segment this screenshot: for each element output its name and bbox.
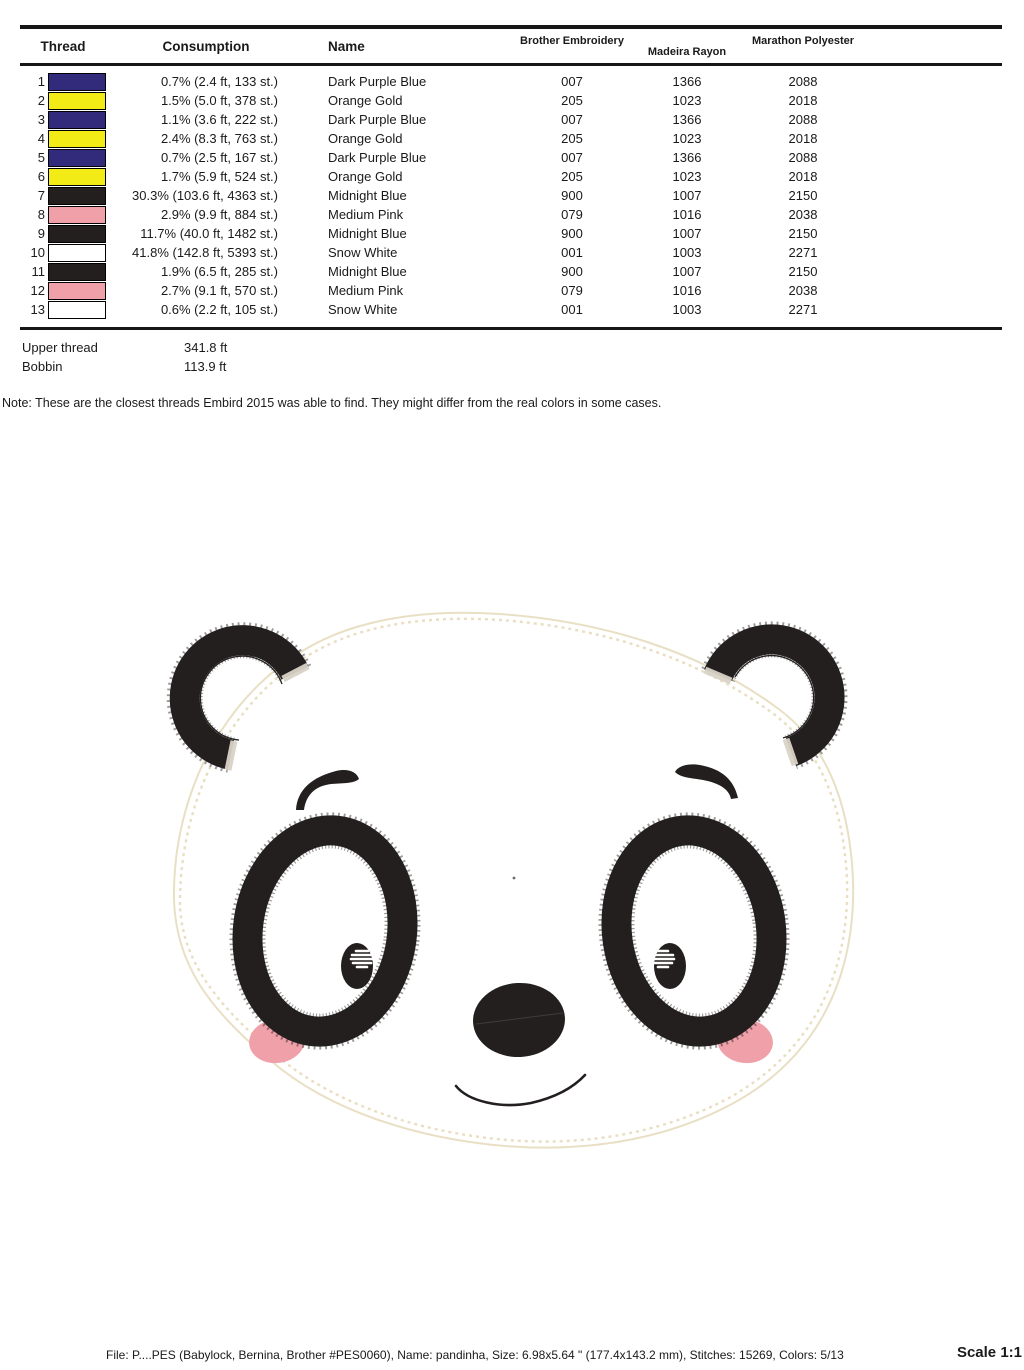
thread-number: 3 bbox=[37, 112, 45, 127]
consumption-value: 30.3% (103.6 ft, 4363 st.) bbox=[132, 188, 278, 203]
brother-code: 007 bbox=[561, 112, 583, 127]
marathon-code: 2150 bbox=[788, 226, 818, 241]
madeira-code: 1007 bbox=[672, 264, 702, 279]
marathon-code: 2150 bbox=[788, 264, 818, 279]
madeira-code: 1007 bbox=[672, 188, 702, 203]
marathon-code: 2150 bbox=[788, 188, 818, 203]
table-row bbox=[20, 281, 1002, 300]
marathon-code: 2038 bbox=[788, 207, 818, 222]
brother-code: 001 bbox=[561, 245, 583, 260]
madeira-code: 1023 bbox=[672, 93, 702, 108]
consumption-value: 41.8% (142.8 ft, 5393 st.) bbox=[132, 245, 278, 260]
left-ear-inner-line bbox=[200, 656, 282, 740]
thread-number: 5 bbox=[37, 150, 45, 165]
consumption-value: 2.9% (9.9 ft, 884 st.) bbox=[160, 207, 278, 222]
left-ear bbox=[185, 640, 308, 770]
thread-number: 10 bbox=[30, 245, 45, 260]
thread-swatch-cell bbox=[46, 92, 106, 110]
thread-number: 7 bbox=[37, 188, 45, 203]
marathon-code: 2038 bbox=[788, 283, 818, 298]
table-row bbox=[20, 224, 1002, 243]
thread-number: 6 bbox=[37, 169, 45, 184]
thread-table-body bbox=[20, 66, 1002, 330]
stitch-dot bbox=[513, 877, 516, 880]
thread-name: Dark Purple Blue bbox=[328, 150, 427, 165]
column-header-thread: Thread bbox=[40, 38, 86, 54]
column-header-consumption: Consumption bbox=[162, 38, 250, 54]
nose bbox=[471, 981, 567, 1060]
thread-color-swatch bbox=[48, 206, 106, 224]
brother-code: 900 bbox=[561, 188, 583, 203]
brother-code: 079 bbox=[561, 207, 583, 222]
thread-totals bbox=[22, 338, 227, 376]
marathon-code: 2271 bbox=[788, 245, 818, 260]
thread-color-swatch bbox=[48, 282, 106, 300]
consumption-value: 1.9% (6.5 ft, 285 st.) bbox=[160, 264, 278, 279]
thread-swatch-cell bbox=[46, 225, 106, 243]
marathon-code: 2018 bbox=[788, 93, 818, 108]
madeira-code: 1003 bbox=[672, 302, 702, 317]
thread-number: 9 bbox=[37, 226, 45, 241]
thread-color-swatch bbox=[48, 244, 106, 262]
brother-code: 900 bbox=[561, 226, 583, 241]
table-row bbox=[20, 72, 1002, 91]
smile bbox=[456, 1075, 585, 1105]
thread-color-swatch bbox=[48, 92, 106, 110]
left-eyebrow bbox=[296, 770, 359, 810]
thread-number: 4 bbox=[37, 131, 45, 146]
thread-swatch-cell bbox=[46, 130, 106, 148]
thread-color-swatch bbox=[48, 168, 106, 186]
thread-name: Orange Gold bbox=[328, 169, 403, 184]
table-row bbox=[20, 167, 1002, 186]
right-eye-patch bbox=[604, 820, 785, 1041]
file-info: File: P....PES (Babylock, Bernina, Brother #PES0060), Name: pandinha, Size: 6.98x5.64 " (177.4x143.2 mm), Stitches: 15269, Colors: 5/13 bbox=[106, 1348, 844, 1362]
madeira-code: 1016 bbox=[672, 207, 702, 222]
table-row bbox=[20, 148, 1002, 167]
consumption-value: 0.6% (2.2 ft, 105 st.) bbox=[160, 302, 278, 317]
threads-note: Note: These are the closest threads Embird 2015 was able to find. They might differ from the real colors in some cases. bbox=[2, 396, 662, 410]
thread-swatch-cell bbox=[46, 263, 106, 281]
thread-number: 8 bbox=[37, 207, 45, 222]
right-ear-inner-line bbox=[735, 656, 814, 738]
thread-color-swatch bbox=[48, 225, 106, 243]
thread-name: Midnight Blue bbox=[328, 226, 407, 241]
marathon-code: 2271 bbox=[788, 302, 818, 317]
thread-swatch-cell bbox=[46, 187, 106, 205]
thread-color-swatch bbox=[48, 73, 106, 91]
right-ear bbox=[705, 639, 830, 765]
thread-swatch-cell bbox=[46, 168, 106, 186]
brother-code: 001 bbox=[561, 302, 583, 317]
thread-swatch-cell bbox=[46, 244, 106, 262]
thread-name: Midnight Blue bbox=[328, 264, 407, 279]
upper-thread-value: 341.8 ft bbox=[184, 340, 228, 355]
table-row bbox=[20, 243, 1002, 262]
marathon-code: 2018 bbox=[788, 131, 818, 146]
consumption-value: 0.7% (2.4 ft, 133 st.) bbox=[160, 74, 278, 89]
brother-code: 007 bbox=[561, 74, 583, 89]
thread-swatch-cell bbox=[46, 206, 106, 224]
consumption-value: 1.5% (5.0 ft, 378 st.) bbox=[160, 93, 278, 108]
madeira-code: 1023 bbox=[672, 131, 702, 146]
brother-code: 205 bbox=[561, 93, 583, 108]
madeira-code: 1023 bbox=[672, 169, 702, 184]
consumption-value: 11.7% (40.0 ft, 1482 st.) bbox=[140, 226, 278, 241]
table-row bbox=[20, 262, 1002, 281]
thread-color-swatch bbox=[48, 130, 106, 148]
thread-swatch-cell bbox=[46, 111, 106, 129]
left-pupil bbox=[341, 943, 373, 989]
column-header-name: Name bbox=[328, 38, 365, 54]
madeira-code: 1007 bbox=[672, 226, 702, 241]
column-header-madeira-rayon: Madeira Rayon bbox=[647, 46, 727, 58]
upper-thread-row bbox=[22, 338, 227, 357]
marathon-code: 2088 bbox=[788, 112, 818, 127]
brother-code: 900 bbox=[561, 264, 583, 279]
table-row bbox=[20, 129, 1002, 148]
madeira-code: 1366 bbox=[672, 150, 702, 165]
thread-color-swatch bbox=[48, 187, 106, 205]
brother-code: 079 bbox=[561, 283, 583, 298]
thread-color-swatch bbox=[48, 149, 106, 167]
bobbin-row bbox=[22, 357, 227, 376]
table-row bbox=[20, 205, 1002, 224]
thread-number: 11 bbox=[31, 264, 45, 279]
left-ear-tieoff bbox=[228, 666, 308, 770]
bobbin-label: Bobbin bbox=[22, 359, 63, 374]
table-row bbox=[20, 186, 1002, 205]
thread-number: 2 bbox=[37, 93, 45, 108]
thread-table bbox=[20, 25, 1002, 330]
thread-swatch-cell bbox=[46, 73, 106, 91]
brother-code: 007 bbox=[561, 150, 583, 165]
bobbin-value: 113.9 ft bbox=[184, 359, 227, 374]
thread-table-header bbox=[20, 25, 1002, 66]
column-header-brother-embroidery: Brother Embroidery bbox=[520, 35, 624, 47]
table-row bbox=[20, 110, 1002, 129]
thread-swatch-cell bbox=[46, 149, 106, 167]
thread-name: Orange Gold bbox=[328, 93, 403, 108]
madeira-code: 1016 bbox=[672, 283, 702, 298]
thread-color-swatch bbox=[48, 111, 106, 129]
brother-code: 205 bbox=[561, 131, 583, 146]
thread-name: Dark Purple Blue bbox=[328, 74, 427, 89]
madeira-code: 1003 bbox=[672, 245, 702, 260]
thread-number: 1 bbox=[37, 74, 45, 89]
right-ear-tieoff bbox=[705, 670, 795, 765]
table-row bbox=[20, 91, 1002, 110]
madeira-code: 1366 bbox=[672, 74, 702, 89]
consumption-value: 2.4% (8.3 ft, 763 st.) bbox=[160, 131, 278, 146]
consumption-value: 2.7% (9.1 ft, 570 st.) bbox=[160, 283, 278, 298]
thread-name: Dark Purple Blue bbox=[328, 112, 427, 127]
consumption-value: 0.7% (2.5 ft, 167 st.) bbox=[160, 150, 278, 165]
thread-swatch-cell bbox=[46, 301, 106, 319]
thread-number: 12 bbox=[30, 283, 45, 298]
thread-number: 13 bbox=[30, 302, 45, 317]
thread-name: Medium Pink bbox=[328, 283, 404, 298]
marathon-code: 2018 bbox=[788, 169, 818, 184]
brother-code: 205 bbox=[561, 169, 583, 184]
table-row bbox=[20, 300, 1002, 319]
marathon-code: 2088 bbox=[788, 74, 818, 89]
thread-swatch-cell bbox=[46, 282, 106, 300]
madeira-code: 1366 bbox=[672, 112, 702, 127]
upper-thread-label: Upper thread bbox=[22, 340, 98, 355]
thread-name: Snow White bbox=[328, 245, 398, 260]
right-eyebrow bbox=[675, 764, 738, 799]
thread-color-swatch bbox=[48, 263, 106, 281]
left-eye-patch bbox=[235, 820, 416, 1041]
marathon-code: 2088 bbox=[788, 150, 818, 165]
thread-name: Snow White bbox=[328, 302, 398, 317]
thread-name: Medium Pink bbox=[328, 207, 404, 222]
thread-name: Orange Gold bbox=[328, 131, 403, 146]
consumption-value: 1.1% (3.6 ft, 222 st.) bbox=[160, 112, 278, 127]
consumption-value: 1.7% (5.9 ft, 524 st.) bbox=[160, 169, 278, 184]
column-header-marathon-polyester: Marathon Polyester bbox=[751, 35, 855, 47]
thread-name: Midnight Blue bbox=[328, 188, 407, 203]
thread-color-swatch bbox=[48, 301, 106, 319]
scale-indicator: Scale 1:1 bbox=[956, 1344, 1022, 1361]
